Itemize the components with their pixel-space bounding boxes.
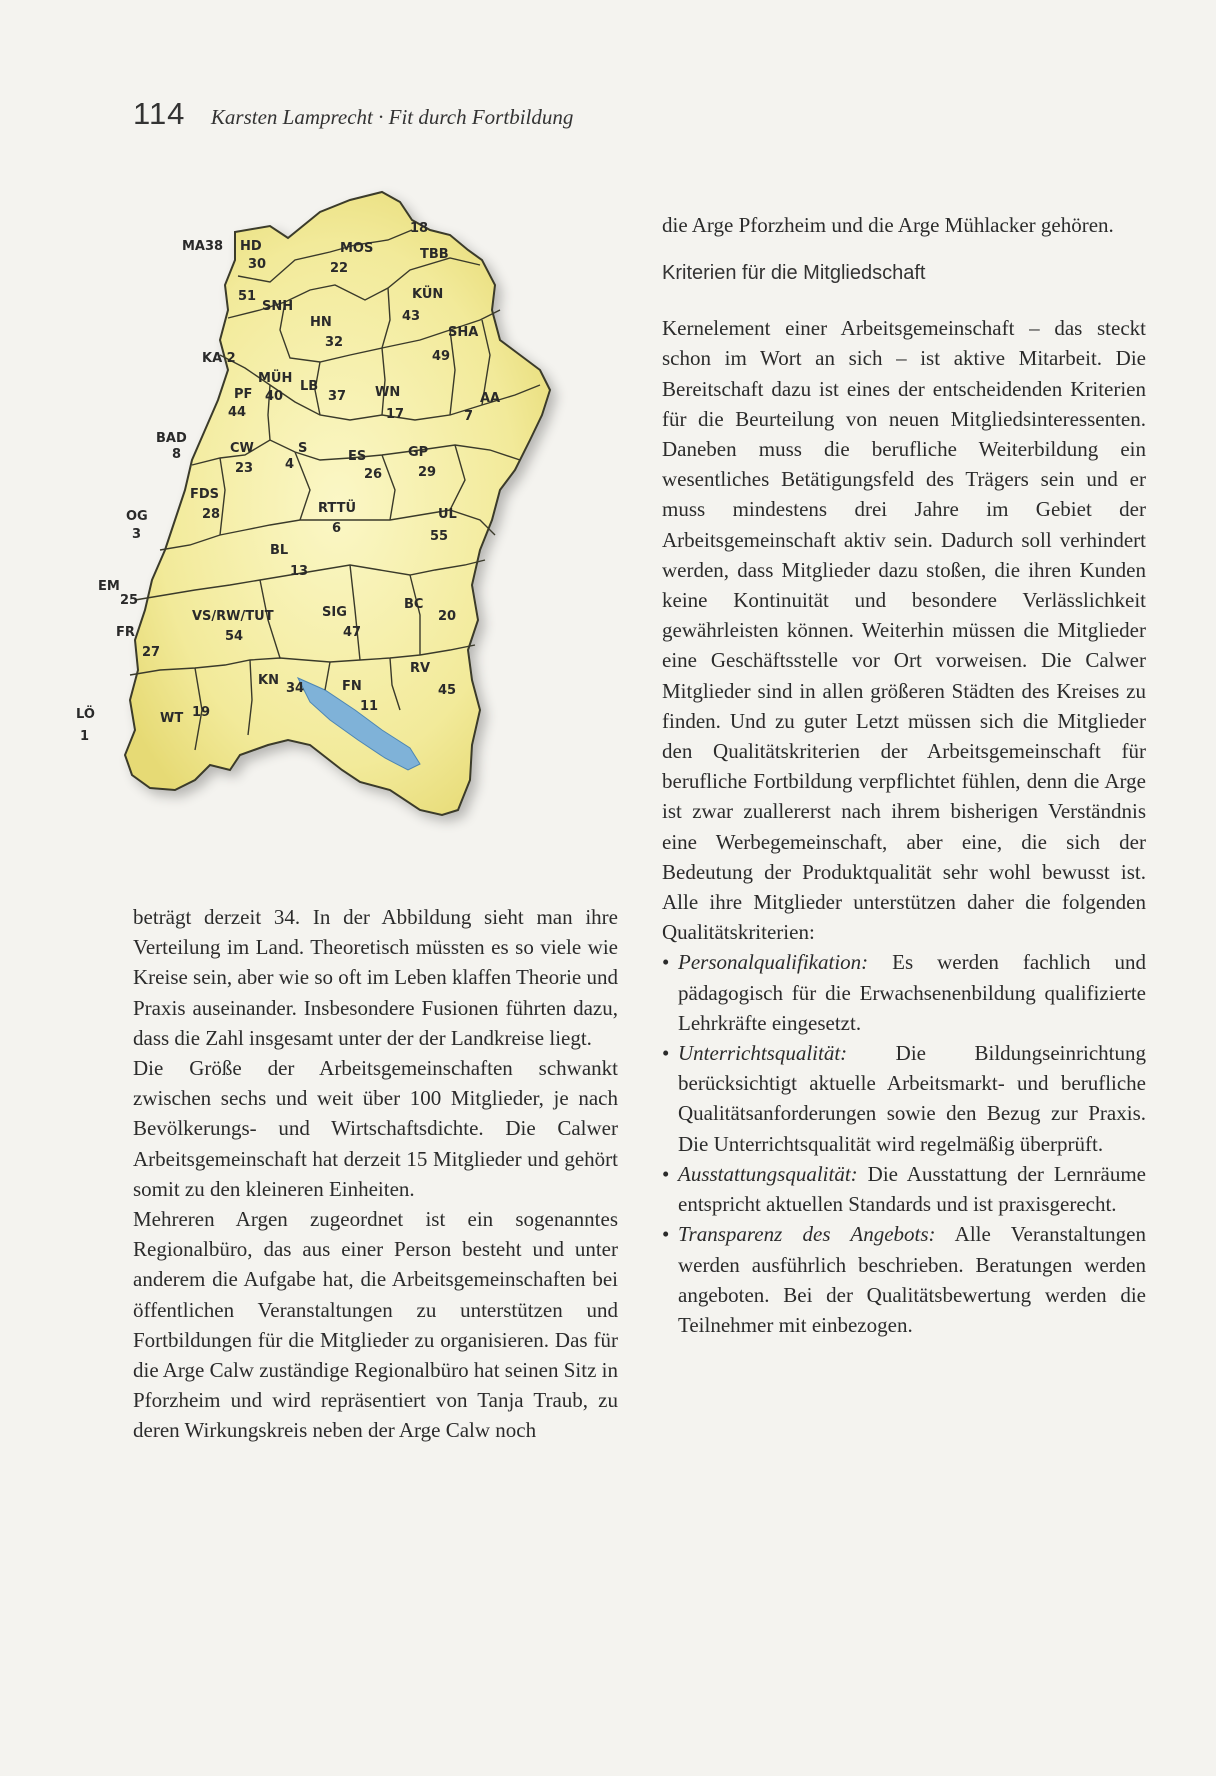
map-label: S xyxy=(298,441,308,456)
map-label: CW xyxy=(230,441,254,456)
map-label: 22 xyxy=(330,261,349,276)
baden-wuerttemberg-map xyxy=(76,190,625,865)
map-label: MÜH xyxy=(258,371,293,386)
map-label: 37 xyxy=(328,389,347,404)
map-label: 29 xyxy=(418,465,437,480)
map-label: 44 xyxy=(228,405,247,420)
map-label: KÜN xyxy=(412,287,444,302)
map-label: UL xyxy=(438,507,457,522)
intro-paragraph: die Arge Pforzheim und die Arge Mühlacker gehören. xyxy=(662,213,1114,237)
map-label: BAD xyxy=(156,431,187,446)
criterion-term: Ausstattungsqualität: xyxy=(678,1161,858,1186)
paragraph: Mehreren Argen zugeordnet ist ein sogenanntes Regionalbüro, das aus einer Person besteht und unter anderem die Aufgabe hat, die Arbeitsgemeinschaften bei öffentlichen Veranstaltungen zu unterstützen und Fortbildungen für die Mitglieder zu organisieren. Das für die Arge Calw zuständige Regionalbüro hat seinen Sitz in Pforzheim und wird repräsentiert von Tanja Traub, zu deren Wirkungskreis neben der Arge Calw noch xyxy=(133,1207,618,1443)
criterion-term: Transparenz des Angebots: xyxy=(678,1222,936,1247)
map-label: 6 xyxy=(332,521,342,536)
running-title: Karsten Lamprecht · Fit durch Fortbildung xyxy=(210,105,574,129)
map-label: BL xyxy=(270,543,289,558)
map-label: FDS xyxy=(190,487,220,502)
map-label: 8 xyxy=(172,447,182,462)
criterion-text: Alle Veranstaltungen werden ausführlich beschrieben. Beratungen werden angeboten. Bei der Qualitätsbewertung werden die Teilnehmer mit einbezogen. xyxy=(678,1222,1146,1337)
map-label: 54 xyxy=(225,629,244,644)
map-label: 13 xyxy=(290,564,309,579)
map-label: 18 xyxy=(410,221,429,236)
criteria-list xyxy=(662,947,1146,1340)
list-item xyxy=(662,1219,1146,1340)
criterion-text: Die Ausstattung der Lernräume entspricht aktuellen Standards und ist praxisgerecht. xyxy=(678,1161,1146,1217)
map-label: AA xyxy=(480,391,501,406)
map-label: LB xyxy=(300,379,319,394)
map-label: 32 xyxy=(325,335,344,350)
map-label: 43 xyxy=(402,309,421,324)
map-label: 1 xyxy=(80,729,90,744)
paragraph: Kernelement einer Arbeitsgemeinschaft – das steckt schon im Wort an sich – ist aktive Mitarbeit. Die Bereitschaft dazu ist eines der entscheidenden Kriterien für die Beurteilung von neuen Mitgliedsinteressenten. Daneben muss die berufliche Weiterbildung ein wesentliches Betätigungsfeld des Trägers sein und er muss mindestens drei Jahre im Gebiet der Arbeitsgemeinschaft aktiv sein. Dadurch soll verhindert werden, dass Mitglieder dazu stoßen, die ihren Kunden keine Kontinuität und besondere Verlässlichkeit gewährleisten können. Weiterhin müssen die Mitglieder eine Geschäftsstelle vor Ort vorweisen. Die Calwer Mitglieder sind in allen größeren Städten des Kreises zu finden. Und zu guter Letzt müssen sich die Mitglieder den Qualitätskriterien der Arbeitsgemeinschaft für berufliche Fortbildung verpflichtet fühlen, denn die Arge ist zwar zuallererst nach ihrem bisherigen Verständnis eine Werbegemeinschaft, aber eine, die sich der Bedeutung der Produktqualität sehr wohl bewusst ist. Alle ihre Mitglieder unterstützen daher die folgenden Qualitätskriterien: xyxy=(662,316,1146,945)
map-label: 20 xyxy=(438,609,457,624)
map-label: KN xyxy=(258,673,279,688)
paragraph: beträgt derzeit 34. In der Abbildung sieht man ihre Verteilung im Land. Theoretisch müssten es so viele wie Kreise sein, aber wie so oft im Leben klaffen Theorie und Praxis auseinander. Insbesondere Fusionen führten dazu, dass die Zahl insgesamt unter der der Landkreise liegt. xyxy=(133,905,618,1050)
map-label: 26 xyxy=(364,467,383,482)
map-label: 45 xyxy=(438,683,457,698)
map-label: 28 xyxy=(202,507,221,522)
map-label: WN xyxy=(375,385,401,400)
map-label: 27 xyxy=(142,645,161,660)
map-label: 40 xyxy=(265,389,284,404)
map-label: RV xyxy=(410,661,431,676)
list-item xyxy=(662,947,1146,1038)
map-label: 30 xyxy=(248,257,267,272)
left-column xyxy=(133,902,618,1446)
map-label: MOS xyxy=(340,241,374,256)
map-label: 47 xyxy=(343,625,362,640)
page-number: 114 xyxy=(133,96,186,131)
map-label: KA 2 xyxy=(202,351,236,366)
criterion-text: Es werden fachlich und pädagogisch für die Erwachsenenbildung qualifizierte Lehrkräfte eingesetzt. xyxy=(678,950,1146,1035)
map-label: GP xyxy=(408,445,429,460)
map-label: 51 xyxy=(238,289,257,304)
map-label: 23 xyxy=(235,461,254,476)
map-label: HD xyxy=(240,239,262,254)
map-label: OG xyxy=(126,509,148,524)
map-label: FR xyxy=(116,625,135,640)
map-label: 11 xyxy=(360,699,379,714)
map-label: FN xyxy=(342,679,362,694)
section-heading: Kriterien für die Mitgliedschaft xyxy=(662,262,926,285)
list-item xyxy=(662,1038,1146,1159)
map-label: LÖ xyxy=(76,707,95,722)
criterion-term: Unterrichtsqualität: xyxy=(678,1041,848,1066)
paragraph: Die Größe der Arbeitsgemeinschaften schwankt zwischen sechs und weit über 100 Mitglieder, je nach Bevölkerungs- und Wirtschaftsdichte. Die Calwer Arbeitsgemeinschaft hat derzeit 15 Mitglieder und gehört somit zu den kleineren Einheiten. xyxy=(133,1056,618,1201)
running-head xyxy=(133,96,573,132)
map-label: TBB xyxy=(420,247,449,262)
map-label: 7 xyxy=(464,409,474,424)
map-label: SIG xyxy=(322,605,347,620)
map-label: 17 xyxy=(386,407,405,422)
criterion-term: Personalqualifikation: xyxy=(678,950,869,975)
map-label: HN xyxy=(310,315,332,330)
map-label: SHA xyxy=(448,325,479,340)
map-label: SNH xyxy=(262,299,294,314)
right-column xyxy=(662,210,1146,1340)
map-label: 25 xyxy=(120,593,139,608)
map-label: 34 xyxy=(286,681,305,696)
map-label: WT xyxy=(160,711,184,726)
map-label: RTTÜ xyxy=(318,501,357,516)
map-label: VS/RW/TUT xyxy=(192,609,274,624)
map-label: 4 xyxy=(285,457,295,472)
list-item xyxy=(662,1159,1146,1219)
map-label: PF xyxy=(234,387,253,402)
map-label: 19 xyxy=(192,705,211,720)
criterion-text: Die Bildungseinrichtung berücksichtigt aktuelle Arbeitsmarkt- und berufliche Qualitätsanforderungen sowie den Bezug zur Praxis. Die Unterrichtsqualität wird regelmäßig überprüft. xyxy=(678,1041,1146,1156)
map-label: 55 xyxy=(430,529,449,544)
map-label: ES xyxy=(348,449,367,464)
map-label: BC xyxy=(404,597,424,612)
map-label: MA38 xyxy=(182,239,224,254)
map-label: 49 xyxy=(432,349,451,364)
map-label: EM xyxy=(98,579,120,594)
map-label: 3 xyxy=(132,527,142,542)
